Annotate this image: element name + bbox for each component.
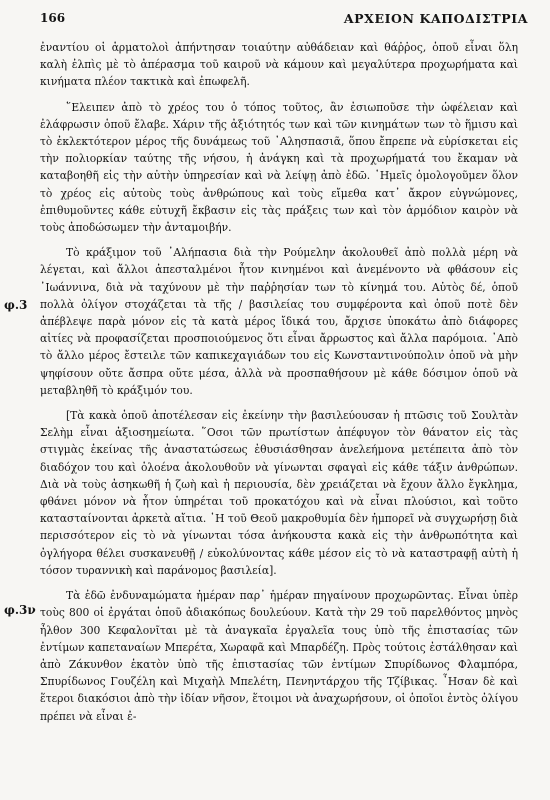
paragraph-3: Τὸ κράξιμον τοῦ ᾿Αλήπασια διὰ τὴν Ρούμελην ἀκολουθεῖ ἀπὸ πολλὰ μέρη νὰ λέγεται, καὶ ἄλλοι ἀπεσταλμένοι ἦτον κινημένοι καὶ ἀνεμένοντο νὰ φθάσουν εἰς ᾿Ιωάννινα, διὰ νὰ ταχύνουν μὲ τὴν παῤῥησίαν των τὸ κίνημά του. Αὐτὸς δέ, ὁποῦ πολλὰ ὀλίγον στοχάζεται τὰ τῆς / βασιλείας του συμφέροντα καὶ ὁποῦ ποτὲ δὲν ἀπέβλεψε παρὰ μόνον εἰς τὰ κατὰ μέρος ἴδικά του, ἄρχισε ὑποκάτω ἀπὸ διάφορες αἰτίες νὰ προφασίζεται προσποιούμενος ὅτι εἶναι ἄρρωστος καὶ ἄλλα παρόμοια. ᾿Απὸ τὸ ἄλλο μέρος ἔστειλε τῶν καπικεχαγιάδων του εἰς Κωνσταντινούπολιν ὁποῦ νὰ μὴν ψηφίσουν οὔτε ἄσπρα οὔτε μέσα, ἀλλὰ νὰ προσπαθήσουν μὲ κάθε δόσιμον ὁποῦ νὰ μεταβληθῆ τὸ κράξιμόν του. [40, 246, 518, 397]
paragraph-2: ῞Ελειπεν ἀπὸ τὸ χρέος του ὁ τόπος τοῦτος, ἂν ἐσιωποῦσε τὴν ὠφέλειαν καὶ ἐλάφρωσιν ὁποῦ ἔλαβε. Χάριν τῆς ἀξιότητός των καὶ τῶν κινημάτων των τὸ ἥμισυ καὶ τὸ ἐκλεκτότερον μέρος τῆς δυνάμεως τοῦ ᾿Αλησπασιᾶ, ὅπου ἔπρεπε νὰ εὑρίσκεται εἰς τὴν πολιορκίαν ταύτης τῆς νήσου, ἡ ἀνάγκη καὶ τὰ προχωρήματά του ἔκαμαν νὰ καταβοηθῆ εἰς τὴν αὐτὴν ὑπηρεσίαν καὶ νὰ λείψῃ ἀπὸ ἐδῶ. ῾Ημεῖς ὁμολογοῦμεν ὅλον τὸ χρέος εἰς αὐτοὺς τοὺς ἀνθρώπους καὶ τοὺς εἴμεθα κατ᾿ ἄκρον εὐγνώμονες, ἐπιθυμοῦντες κάθε εὐτυχῆ ἔκβασιν εἰς τὰς πράξεις των καὶ τὸν ἁρμόδιον καιρὸν νὰ τοὺς ἀποδώσωμεν τὴν ἀνταμοιβήν. [40, 100, 518, 235]
margin-note-folio-3: φ.3 [4, 298, 28, 312]
page-header [28, 11, 528, 31]
paragraph-1: ἐναντίου οἱ ἁρματολοὶ ἀπήντησαν τοιαύτην αὐθάδειαν καὶ θάῤῥος, ὁποῦ εἶναι ὅλη καλὴ ἐλπὶς μὲ τὸ ἀπέρασμα τοῦ καιροῦ νὰ κάμουν καὶ μεγαλύτερα προχωρήματα καὶ κινήματα πλέον τακτικὰ καὶ ἐπωφελῆ. [40, 41, 518, 89]
paragraph-4: [Τὰ κακὰ ὁποῦ ἀποτέλεσαν εἰς ἐκείνην τὴν βασιλεύουσαν ἡ πτῶσις τοῦ Σουλτὰν Σελὴμ εἶναι ἀξιοσημείωτα. ῞Οσοι τῶν πρωτίστων ἀπέφυγον τὸν θάνατον εἰς τὰς στιγμὰς ἐκείνας τῆς ἀναστατώσεως ἐθυσιάσθησαν ἀνελεήμονα μετέπειτα ἀπὸ τὸν διαδόχον του καὶ ὁλοένα ἀκολουθοῦν νὰ γίνωνται σφαγαὶ εἰς κάθε τάξιν ἀνθρώπων. Διὰ νὰ τοὺς ἀσηκωθῆ ἡ ζωὴ καὶ ἡ περιουσία, δὲν χρειάζεται νὰ ἔχουν ἄλλο ἔγκλημα, φθάνει μόνον νὰ ἦτον ὑπηρέται τοῦ προκατόχου καὶ νὰ εἶναι πλούσιοι, καὶ τοῦτο κατασταίνονται ἀρκετὰ αἴτια. ῾Η τοῦ Θεοῦ μακροθυμία δὲν ἠμπορεῖ νὰ συγχωρήσῃ διὰ περισσότερον εἰς τὸ νὰ γίνωνται τόσα ἀνήκουστα κακὰ εἰς τὴν ἀνθρωπότητα καὶ ὀγλήγορα θέλει συσκανευθῇ / εὐκολύνοντας κάθε μέσον εἰς τὸ νὰ καταστραφῇ αὐτὴ ἡ τόσον τυραννικὴ καὶ παράνομος βασιλεία]. [40, 409, 518, 577]
margin-note-folio-3-verso: φ.3ν [4, 603, 36, 617]
body-text [40, 39, 518, 733]
page-number: 166 [40, 11, 66, 25]
running-head: ΑΡΧΕΙΟΝ ΚΑΠΟΔΙΣΤΡΙΑ [343, 11, 528, 26]
paragraph-5: Τὰ ἐδῶ ἐνδυναμώματα ἡμέραν παρ᾿ ἡμέραν πηγαίνουν προχωρῶντας. Εἶναι ὑπὲρ τοὺς 800 οἱ ἐργάται ὁποῦ ἀδιακόπως δουλεύουν. Κατὰ τὴν 29 τοῦ παρελθόντος μηνὸς ἦλθον 300 Κεφαλονῖται μὲ τὰ ἀναγκαῖα ἐργαλεῖα τους ὑπὸ τῆς ἐπιστασίας τῶν ἐντίμων καπεταναίων Μπερέτα, Χωραφᾶ καὶ Μπαρδέζη. Πρὸς τούτοις ἐστάλθησαν καὶ ἀπὸ Ζάκυνθον ἑκατὸν ὑπὸ τῆς ἐπιστασίας τῶν ἐντίμων Σπυρίδωνος Φλαμπόρα, Σπυρίδωνος Γουζέλη καὶ Μιχαὴλ Μπελέτη, Πενηντάρχου τῆς Τζίβικας. ῏Ησαν δὲ καὶ ἕτεροι διακόσιοι ἀπὸ τὴν ἰδίαν νῆσον, ἕτοιμοι νὰ ἀναχωρήσουν, οἱ ὁποῖοι ἐντὸς ὀλίγου πρέπει νὰ εἶναι ἐ- [40, 589, 518, 723]
